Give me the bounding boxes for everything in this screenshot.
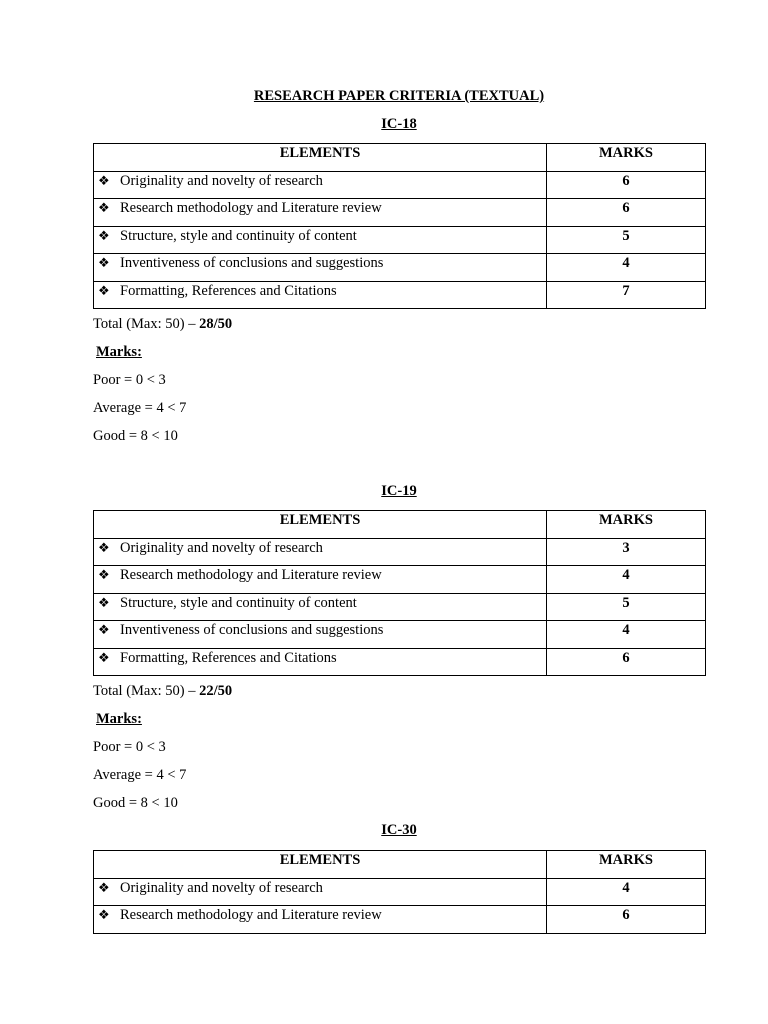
section-code: IC-19 <box>381 483 417 499</box>
elements-header: ELEMENTS <box>94 851 547 879</box>
total-value: 22/50 <box>199 683 233 699</box>
element-cell <box>94 593 547 621</box>
mark-cell: 3 <box>547 538 706 566</box>
table-row <box>94 906 706 934</box>
element-text: Originality and novelty of research <box>120 879 323 896</box>
element-cell <box>94 566 547 594</box>
diamond-bullet-icon: ❖ <box>98 880 110 896</box>
table-header-row <box>94 511 706 539</box>
mark-cell: 4 <box>547 254 706 282</box>
table-row <box>94 621 706 649</box>
mark-cell: 7 <box>547 281 706 309</box>
scale-good: Good = 8 < 10 <box>93 428 178 444</box>
diamond-bullet-icon: ❖ <box>98 623 110 638</box>
diamond-bullet-icon: ❖ <box>98 256 110 271</box>
scale-good: Good = 8 < 10 <box>93 795 178 811</box>
mark-cell: 6 <box>547 648 706 676</box>
element-text: Structure, style and continuity of content <box>120 227 357 244</box>
element-text: Inventiveness of conclusions and suggestions <box>120 622 384 638</box>
diamond-bullet-icon: ❖ <box>98 540 110 556</box>
diamond-bullet-icon: ❖ <box>98 595 110 611</box>
table-row <box>94 878 706 906</box>
total-label: Total (Max: 50) – <box>93 683 200 699</box>
element-cell <box>94 621 547 649</box>
mark-cell: 6 <box>547 199 706 227</box>
mark-cell: 6 <box>547 906 706 934</box>
marks-heading: Marks: <box>96 344 142 360</box>
table-row <box>94 648 706 676</box>
marks-header: MARKS <box>547 851 706 879</box>
table-header-row <box>94 144 706 172</box>
elements-header: ELEMENTS <box>94 144 547 172</box>
scale-poor: Poor = 0 < 3 <box>93 739 166 755</box>
mark-cell: 4 <box>547 621 706 649</box>
table-header-row <box>94 851 706 879</box>
marks-heading: Marks: <box>96 711 142 727</box>
diamond-bullet-icon: ❖ <box>98 650 110 666</box>
mark-cell: 6 <box>547 171 706 199</box>
document-title: RESEARCH PAPER CRITERIA (TEXTUAL) <box>253 88 545 104</box>
element-cell <box>94 648 547 676</box>
table-row <box>94 281 706 309</box>
element-text: Research methodology and Literature review <box>120 567 382 583</box>
total-value: 28/50 <box>199 316 233 332</box>
element-text: Formatting, References and Citations <box>120 649 337 666</box>
element-text: Inventiveness of conclusions and suggestions <box>120 255 384 271</box>
marks-header: MARKS <box>547 144 706 172</box>
diamond-bullet-icon: ❖ <box>98 173 110 189</box>
element-cell <box>94 254 547 282</box>
mark-cell: 5 <box>547 226 706 254</box>
element-cell <box>94 538 547 566</box>
scale-average: Average = 4 < 7 <box>93 400 187 416</box>
scale-poor: Poor = 0 < 3 <box>93 372 166 388</box>
total-line <box>93 683 232 700</box>
table-row <box>94 254 706 282</box>
table-row <box>94 226 706 254</box>
diamond-bullet-icon: ❖ <box>98 228 110 244</box>
table-row <box>94 566 706 594</box>
table-row <box>94 199 706 227</box>
mark-cell: 4 <box>547 566 706 594</box>
diamond-bullet-icon: ❖ <box>98 283 110 299</box>
section-code: IC-18 <box>381 116 417 132</box>
diamond-bullet-icon: ❖ <box>98 568 110 583</box>
diamond-bullet-icon: ❖ <box>98 908 110 923</box>
element-text: Research methodology and Literature review <box>120 907 382 923</box>
element-cell <box>94 226 547 254</box>
section-code: IC-30 <box>381 822 417 838</box>
elements-header: ELEMENTS <box>94 511 547 539</box>
element-cell <box>94 906 547 934</box>
element-cell <box>94 199 547 227</box>
element-text: Originality and novelty of research <box>120 539 323 556</box>
total-label: Total (Max: 50) – <box>93 316 200 332</box>
table-row <box>94 593 706 621</box>
element-text: Originality and novelty of research <box>120 172 323 189</box>
criteria-table <box>93 510 706 676</box>
element-cell <box>94 878 547 906</box>
criteria-table <box>93 143 706 309</box>
element-text: Research methodology and Literature review <box>120 200 382 216</box>
diamond-bullet-icon: ❖ <box>98 201 110 216</box>
table-row <box>94 171 706 199</box>
mark-cell: 4 <box>547 878 706 906</box>
marks-header: MARKS <box>547 511 706 539</box>
mark-cell: 5 <box>547 593 706 621</box>
element-cell <box>94 281 547 309</box>
criteria-table <box>93 850 706 934</box>
table-row <box>94 538 706 566</box>
total-line <box>93 316 232 333</box>
element-text: Structure, style and continuity of content <box>120 594 357 611</box>
element-text: Formatting, References and Citations <box>120 282 337 299</box>
element-cell <box>94 171 547 199</box>
scale-average: Average = 4 < 7 <box>93 767 187 783</box>
